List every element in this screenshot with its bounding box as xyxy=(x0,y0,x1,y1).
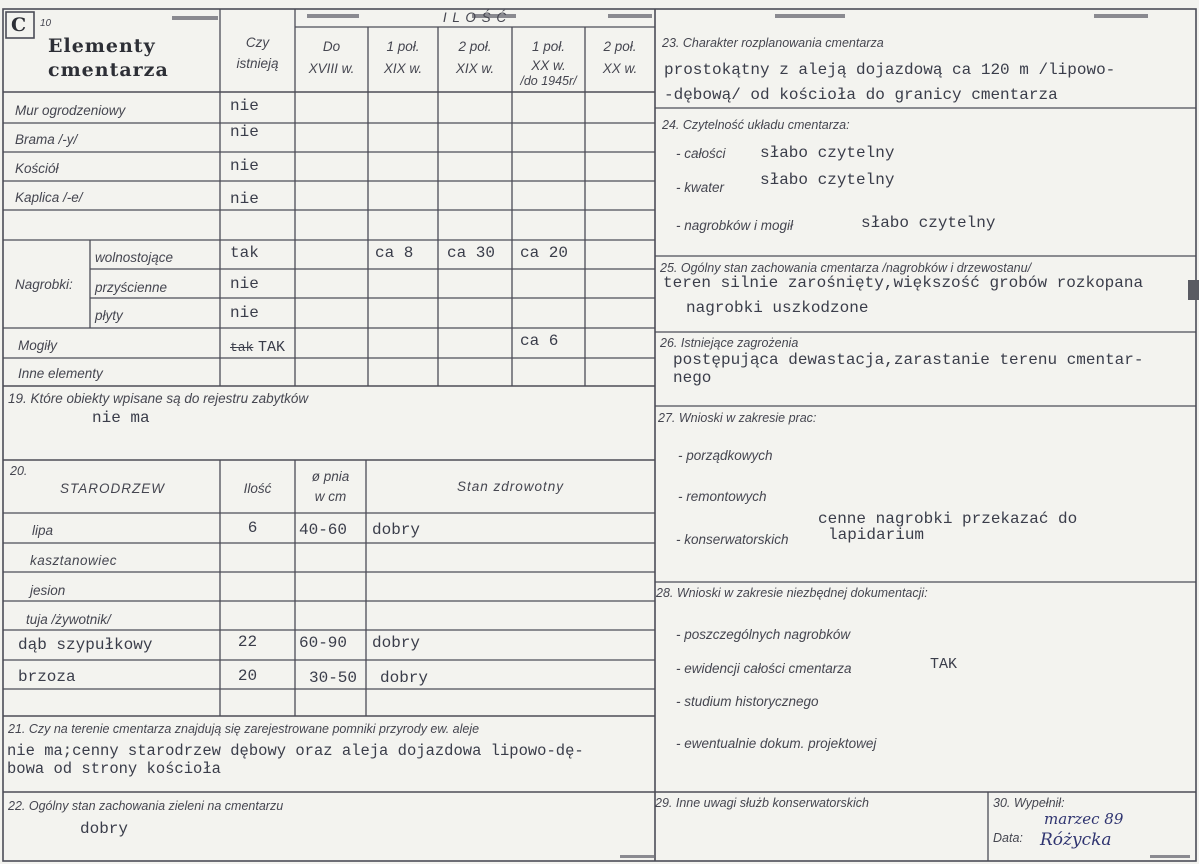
row-label-brama: Brama /-y/ xyxy=(15,132,78,147)
nagrobki-plyty-exists: nie xyxy=(230,304,259,322)
row-exists-kosciol: nie xyxy=(230,157,259,175)
nagrobki-label: Nagrobki: xyxy=(15,277,73,292)
s24-item3-label: - nagrobków i mogił xyxy=(676,218,794,233)
s30-label: 30. Wypełnił: xyxy=(993,796,1065,810)
s27-value-line1: cenne nagrobki przekazać do xyxy=(818,510,1078,528)
tree-diam-brzoza: 30-50 xyxy=(309,669,358,687)
s27-item1-label: - porządkowych xyxy=(678,448,773,463)
tree-health-brzoza: dobry xyxy=(380,669,429,687)
tree-diam-lipa: 40-60 xyxy=(299,521,348,539)
period-1-l1: Do xyxy=(322,39,341,54)
s19-value: nie ma xyxy=(92,409,150,427)
s20-col-diam-l2: w cm xyxy=(314,489,347,504)
s28-item4-label: - ewentualnie dokum. projektowej xyxy=(676,736,877,751)
tree-count-brzoza: 20 xyxy=(237,667,258,685)
period-4-l3: /do 1945r/ xyxy=(520,74,577,88)
tree-name-lipa: lipa xyxy=(32,523,54,538)
nagrobki-wolno-c3: ca 30 xyxy=(447,244,496,262)
row-exists-mur: nie xyxy=(230,97,259,115)
corner-letter: C xyxy=(11,14,28,36)
period-4-l1: 1 poł. xyxy=(531,39,566,54)
nagrobki-wolno-c4: ca 20 xyxy=(520,244,569,262)
s20-col-count: Ilość xyxy=(243,481,272,496)
ilosc-header: I L O Ś Ć xyxy=(442,10,508,25)
s27-value-line2: lapidarium xyxy=(828,526,925,544)
s23-line1: prostokątny z aleją dojazdową ca 120 m /lipowo- xyxy=(664,61,1116,79)
s24-item2-label: - kwater xyxy=(676,180,725,195)
s25-line2: nagrobki uszkodzone xyxy=(686,299,869,317)
s26-label: 26. Istniejące zagrożenia xyxy=(660,336,799,350)
s30-date-value: marzec 89 xyxy=(1044,810,1124,828)
s24-item3-value: słabo czytelny xyxy=(861,214,996,232)
s30-signature: Różycka xyxy=(1040,830,1112,850)
tree-health-dab: dobry xyxy=(372,634,421,652)
s21-line1: nie ma;cenny starodrzew dębowy oraz aleja dojazdowa lipowo-dę- xyxy=(7,742,584,760)
tree-name-kasztanowiec: kasztanowiec xyxy=(30,553,118,568)
s24-item2-value: słabo czytelny xyxy=(760,171,895,189)
tree-count-lipa: 6 xyxy=(247,519,258,537)
period-5-l1: 2 poł. xyxy=(603,39,637,54)
corner-number: 10 xyxy=(40,18,52,29)
title-line2: cmentarza xyxy=(48,59,169,81)
row-label-kaplica: Kaplica /-e/ xyxy=(15,190,83,205)
tree-name-tuja: tuja /żywotnik/ xyxy=(26,612,111,627)
nagrobki-przysc-exists: nie xyxy=(230,275,259,293)
s26-line2: nego xyxy=(673,369,712,387)
tree-diam-dab: 60-90 xyxy=(299,634,348,652)
period-4-l2: XX w. xyxy=(531,58,566,73)
mogily-exists: TAK xyxy=(258,339,286,356)
s20-col-species: STARODRZEW xyxy=(60,481,165,496)
s22-label: 22. Ogólny stan zachowania zieleni na cmentarzu xyxy=(8,799,284,813)
tree-name-brzoza: brzoza xyxy=(18,668,76,686)
period-3-l2: XIX w. xyxy=(455,61,495,76)
nagrobki-wolno-c2: ca 8 xyxy=(375,244,414,262)
s27-item2-label: - remontowych xyxy=(678,489,767,504)
s20-col-health: Stan zdrowotny xyxy=(456,479,565,494)
row-label-mur: Mur ogrodzeniowy xyxy=(15,103,126,118)
tree-health-lipa: dobry xyxy=(372,521,421,539)
s28-item1-label: - poszczególnych nagrobków xyxy=(676,627,851,642)
s24-label: 24. Czytelność układu cmentarza: xyxy=(662,118,850,132)
mogily-label: Mogiły xyxy=(18,338,58,353)
tree-name-jesion: jesion xyxy=(30,583,66,598)
s25-line1: teren silnie zarośnięty,większość grobów rozkopana xyxy=(663,274,1144,292)
s28-item2-value: TAK xyxy=(930,656,958,673)
mogily-exists-struck: tak xyxy=(230,340,254,355)
s25-label: 25. Ogólny stan zachowania cmentarza /nagrobków i drzewostanu/ xyxy=(660,261,1032,275)
row-exists-kaplica: nie xyxy=(230,190,259,208)
period-2-l1: 1 poł. xyxy=(386,39,420,54)
inne-elementy-label: Inne elementy xyxy=(18,366,103,381)
period-2-l2: XIX w. xyxy=(383,61,423,76)
s28-label: 28. Wnioski w zakresie niezbędnej dokumentacji: xyxy=(656,586,928,600)
row-label-kosciol: Kościół xyxy=(15,161,59,176)
s23-label: 23. Charakter rozplanowania cmentarza xyxy=(662,36,884,50)
title-line1: Elementy xyxy=(48,35,156,57)
nagrobki-plyty-label: płyty xyxy=(95,308,123,323)
col-exists-l1: Czy xyxy=(245,35,270,50)
period-1-l2: XVIII w. xyxy=(308,61,355,76)
s20-num: 20. xyxy=(10,464,28,478)
s22-value: dobry xyxy=(80,820,129,838)
nagrobki-przysc-label: przyścienne xyxy=(95,280,168,295)
s29-label: 29. Inne uwagi służb konserwatorskich xyxy=(655,796,870,810)
s27-label: 27. Wnioski w zakresie prac: xyxy=(658,411,817,425)
s30-date-label: Data: xyxy=(993,831,1023,845)
s26-line1: postępująca dewastacja,zarastanie terenu cmentar- xyxy=(673,351,1144,369)
mogily-c4: ca 6 xyxy=(520,332,559,350)
s24-item1-value: słabo czytelny xyxy=(760,144,895,162)
s21-line2: bowa od strony kościoła xyxy=(7,760,221,778)
s27-item3-label: - konserwatorskich xyxy=(676,532,789,547)
s28-item3-label: - studium historycznego xyxy=(676,694,819,709)
s28-item2-label: - ewidencji całości cmentarza xyxy=(676,661,852,676)
s24-item1-label: - całości xyxy=(676,146,726,161)
tree-count-dab: 22 xyxy=(237,633,258,651)
col-exists-l2: istnieją xyxy=(236,56,279,71)
nagrobki-wolno-label: wolnostojące xyxy=(95,250,174,265)
row-exists-brama: nie xyxy=(230,123,259,141)
s19-label: 19. Które obiekty wpisane są do rejestru zabytków xyxy=(8,391,309,406)
period-5-l2: XX w. xyxy=(602,61,638,76)
period-3-l1: 2 poł. xyxy=(458,39,492,54)
s21-label: 21. Czy na terenie cmentarza znajdują się zarejestrowane pomniki przyrody ew. aleje xyxy=(8,722,480,736)
s20-col-diam-l1: ø pnia xyxy=(311,469,350,484)
nagrobki-wolno-exists: tak xyxy=(230,244,259,262)
s23-line2: -dębową/ od kościoła do granicy cmentarza xyxy=(664,86,1058,104)
tree-name-dab: dąb szypułkowy xyxy=(18,636,153,654)
